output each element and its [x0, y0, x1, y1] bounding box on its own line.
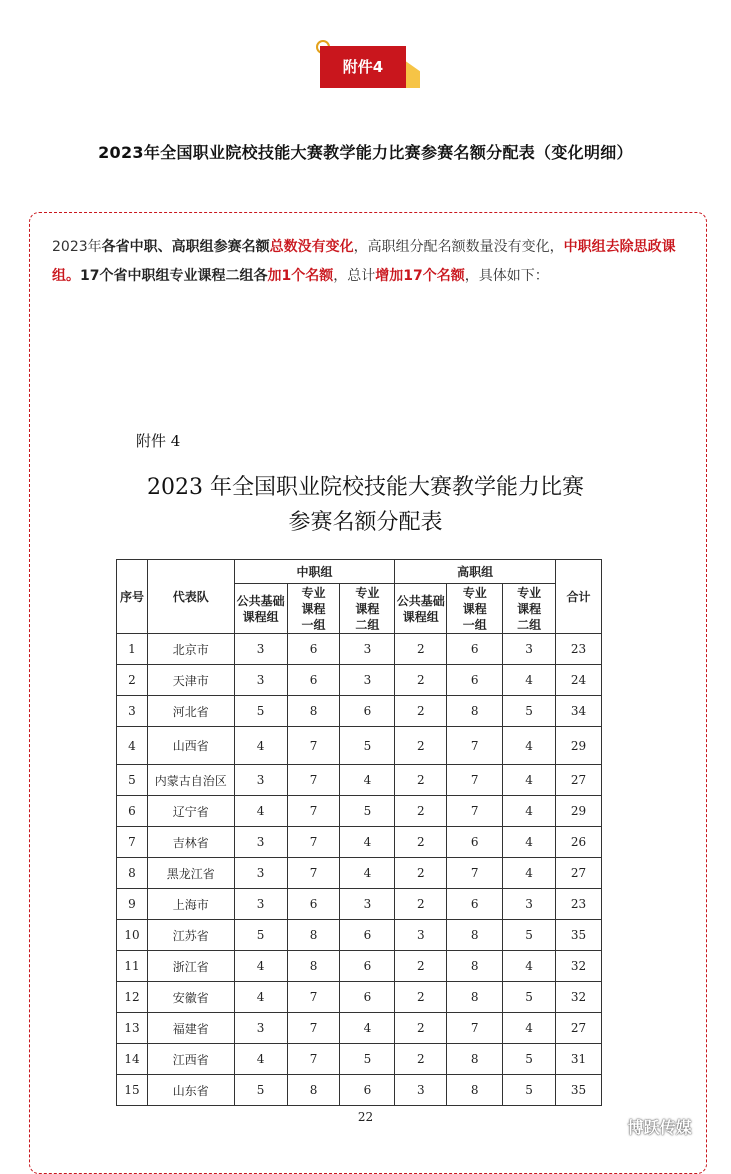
cell-seq: 3 [117, 696, 148, 727]
cell-value: 2 [395, 696, 447, 727]
cell-value: 6 [447, 665, 503, 696]
cell-value: 4 [340, 827, 395, 858]
cell-value: 7 [287, 1013, 340, 1044]
cell-value: 5 [503, 982, 556, 1013]
cell-value: 2 [395, 951, 447, 982]
cell-value: 4 [503, 765, 556, 796]
cell-total: 27 [556, 1013, 602, 1044]
cell-value: 5 [503, 920, 556, 951]
cell-total: 29 [556, 727, 602, 765]
cell-value: 8 [447, 920, 503, 951]
cell-value: 2 [395, 727, 447, 765]
scan-title-line1: 2023 年全国职业院校技能大赛教学能力比赛 [147, 475, 584, 500]
cell-value: 2 [395, 982, 447, 1013]
cell-value: 6 [340, 1075, 395, 1106]
cell-value: 7 [287, 1044, 340, 1075]
cell-seq: 9 [117, 889, 148, 920]
header-high-basic-text: 公共基础课程组 [396, 593, 445, 624]
cell-seq: 11 [117, 951, 148, 982]
cell-value: 6 [287, 889, 340, 920]
header-high-pro1 [447, 584, 503, 634]
cell-seq: 5 [117, 765, 148, 796]
header-mid-pro1-text: 专业课程一组 [301, 585, 326, 632]
cell-value: 5 [503, 1075, 556, 1106]
cell-team: 吉林省 [147, 827, 234, 858]
cell-seq: 12 [117, 982, 148, 1013]
cell-value: 2 [395, 858, 447, 889]
cell-total: 35 [556, 1075, 602, 1106]
cell-value: 7 [287, 796, 340, 827]
page-number: 22 [357, 1110, 374, 1124]
table-row [117, 1075, 602, 1106]
intro-highlight-total: 总数没有变化 [269, 239, 354, 255]
table-row [117, 634, 602, 665]
cell-value: 3 [234, 827, 287, 858]
cell-value: 2 [395, 765, 447, 796]
table-row [117, 951, 602, 982]
badge-ribbon-tail [404, 60, 420, 88]
intro-text-1: 2023年 [52, 239, 102, 255]
cell-value: 4 [234, 796, 287, 827]
cell-total: 23 [556, 889, 602, 920]
cell-value: 7 [287, 982, 340, 1013]
cell-team: 内蒙古自治区 [147, 765, 234, 796]
cell-value: 3 [234, 1013, 287, 1044]
cell-value: 2 [395, 889, 447, 920]
cell-value: 6 [447, 889, 503, 920]
table-row [117, 920, 602, 951]
cell-value: 3 [234, 665, 287, 696]
cell-value: 4 [503, 1013, 556, 1044]
quota-table [116, 559, 602, 1106]
cell-total: 27 [556, 858, 602, 889]
cell-value: 8 [287, 920, 340, 951]
cell-value: 3 [503, 889, 556, 920]
cell-value: 2 [395, 827, 447, 858]
cell-value: 7 [447, 1013, 503, 1044]
cell-value: 7 [287, 827, 340, 858]
cell-total: 31 [556, 1044, 602, 1075]
cell-value: 6 [447, 827, 503, 858]
cell-value: 4 [503, 827, 556, 858]
cell-value: 3 [234, 634, 287, 665]
header-mid-basic-text: 公共基础课程组 [236, 593, 285, 624]
cell-seq: 2 [117, 665, 148, 696]
cell-seq: 13 [117, 1013, 148, 1044]
cell-seq: 8 [117, 858, 148, 889]
wechat-icon [600, 1118, 622, 1140]
cell-seq: 10 [117, 920, 148, 951]
cell-value: 3 [234, 765, 287, 796]
cell-value: 8 [447, 1075, 503, 1106]
cell-value: 2 [395, 634, 447, 665]
table-row [117, 858, 602, 889]
cell-value: 4 [503, 951, 556, 982]
cell-total: 26 [556, 827, 602, 858]
badge-label: 附件4 [320, 46, 406, 88]
cell-value: 6 [287, 634, 340, 665]
table-row [117, 1044, 602, 1075]
cell-value: 3 [340, 634, 395, 665]
intro-text-4: ，高职组分配名额数量没有变化， [353, 239, 564, 255]
cell-value: 7 [447, 765, 503, 796]
cell-value: 7 [287, 727, 340, 765]
table-row [117, 727, 602, 765]
scan-title [0, 470, 731, 540]
cell-value: 3 [234, 889, 287, 920]
cell-value: 6 [340, 920, 395, 951]
quota-table-body [117, 634, 602, 1106]
header-high-pro2-text: 专业课程二组 [517, 585, 542, 632]
header-high-basic [395, 584, 447, 634]
cell-value: 6 [340, 951, 395, 982]
cell-value: 2 [395, 1044, 447, 1075]
cell-total: 29 [556, 796, 602, 827]
cell-value: 8 [447, 951, 503, 982]
cell-team: 黑龙江省 [147, 858, 234, 889]
cell-seq: 1 [117, 634, 148, 665]
cell-team: 山西省 [147, 727, 234, 765]
cell-value: 5 [234, 696, 287, 727]
cell-value: 3 [503, 634, 556, 665]
cell-value: 8 [447, 982, 503, 1013]
cell-value: 4 [234, 982, 287, 1013]
cell-value: 5 [503, 696, 556, 727]
header-mid-pro1 [287, 584, 340, 634]
cell-value: 6 [340, 982, 395, 1013]
cell-value: 4 [234, 951, 287, 982]
cell-seq: 6 [117, 796, 148, 827]
cell-team: 江苏省 [147, 920, 234, 951]
cell-value: 2 [395, 665, 447, 696]
cell-value: 7 [447, 727, 503, 765]
header-mid-pro2-text: 专业课程二组 [355, 585, 380, 632]
cell-value: 4 [234, 1044, 287, 1075]
scan-title-line2: 参赛名额分配表 [288, 510, 443, 535]
cell-value: 3 [340, 889, 395, 920]
intro-text-2: 各省中职、高职组参赛名额 [101, 239, 270, 255]
cell-team: 浙江省 [147, 951, 234, 982]
table-row [117, 696, 602, 727]
table-row [117, 889, 602, 920]
cell-value: 6 [340, 696, 395, 727]
cell-seq: 7 [117, 827, 148, 858]
header-mid-group: 中职组 [234, 560, 395, 584]
header-team: 代表队 [147, 560, 234, 634]
cell-team: 江西省 [147, 1044, 234, 1075]
cell-team: 山东省 [147, 1075, 234, 1106]
cell-team: 天津市 [147, 665, 234, 696]
cell-total: 24 [556, 665, 602, 696]
header-mid-pro2 [340, 584, 395, 634]
cell-team: 安徽省 [147, 982, 234, 1013]
page-title: 2023年全国职业院校技能大赛教学能力比赛参赛名额分配表（变化明细） [98, 143, 633, 162]
cell-value: 6 [447, 634, 503, 665]
cell-total: 32 [556, 951, 602, 982]
header-seq: 序号 [117, 560, 148, 634]
intro-text-6: 17个省中职组专业课程二组各 [80, 268, 268, 284]
cell-team: 福建省 [147, 1013, 234, 1044]
cell-value: 7 [447, 858, 503, 889]
cell-value: 4 [503, 665, 556, 696]
intro-text-8: ，总计 [333, 268, 376, 284]
cell-value: 5 [340, 727, 395, 765]
header-mid-basic [234, 584, 287, 634]
cell-value: 3 [234, 858, 287, 889]
cell-value: 2 [395, 1013, 447, 1044]
cell-value: 5 [340, 796, 395, 827]
cell-total: 32 [556, 982, 602, 1013]
cell-team: 北京市 [147, 634, 234, 665]
header-high-pro2 [503, 584, 556, 634]
watermark [600, 1115, 715, 1145]
header-total: 合计 [556, 560, 602, 634]
cell-team: 辽宁省 [147, 796, 234, 827]
table-row [117, 796, 602, 827]
header-high-pro1-text: 专业课程一组 [462, 585, 487, 632]
cell-value: 4 [503, 727, 556, 765]
intro-paragraph [52, 233, 692, 291]
cell-value: 5 [503, 1044, 556, 1075]
cell-seq: 4 [117, 727, 148, 765]
cell-value: 4 [340, 858, 395, 889]
cell-value: 4 [503, 858, 556, 889]
intro-highlight-add: 加1个名额 [267, 268, 334, 284]
cell-total: 35 [556, 920, 602, 951]
cell-value: 3 [395, 920, 447, 951]
cell-value: 8 [447, 696, 503, 727]
cell-value: 8 [447, 1044, 503, 1075]
attachment-badge [316, 40, 426, 92]
cell-seq: 14 [117, 1044, 148, 1075]
intro-highlight-sum: 增加17个名额 [375, 268, 465, 284]
watermark-text: 博跃传媒 [627, 1118, 692, 1137]
cell-value: 5 [234, 1075, 287, 1106]
cell-value: 3 [395, 1075, 447, 1106]
cell-value: 5 [340, 1044, 395, 1075]
cell-value: 5 [234, 920, 287, 951]
cell-value: 2 [395, 796, 447, 827]
cell-team: 河北省 [147, 696, 234, 727]
cell-total: 27 [556, 765, 602, 796]
cell-value: 4 [340, 1013, 395, 1044]
intro-highlight-mid: 中职组去除思政课组。 [52, 239, 676, 284]
cell-value: 7 [287, 765, 340, 796]
table-row [117, 827, 602, 858]
cell-value: 6 [287, 665, 340, 696]
table-row [117, 665, 602, 696]
cell-value: 8 [287, 951, 340, 982]
cell-total: 23 [556, 634, 602, 665]
cell-team: 上海市 [147, 889, 234, 920]
table-row [117, 765, 602, 796]
cell-value: 4 [234, 727, 287, 765]
cell-value: 8 [287, 1075, 340, 1106]
cell-value: 7 [287, 858, 340, 889]
cell-value: 3 [340, 665, 395, 696]
table-row [117, 1013, 602, 1044]
cell-seq: 15 [117, 1075, 148, 1106]
table-row [117, 982, 602, 1013]
intro-text-10: ，具体如下： [464, 268, 549, 284]
scan-attachment-label: 附件 4 [136, 432, 181, 450]
cell-value: 4 [340, 765, 395, 796]
cell-value: 4 [503, 796, 556, 827]
cell-total: 34 [556, 696, 602, 727]
cell-value: 8 [287, 696, 340, 727]
header-high-group: 高职组 [395, 560, 556, 584]
cell-value: 7 [447, 796, 503, 827]
